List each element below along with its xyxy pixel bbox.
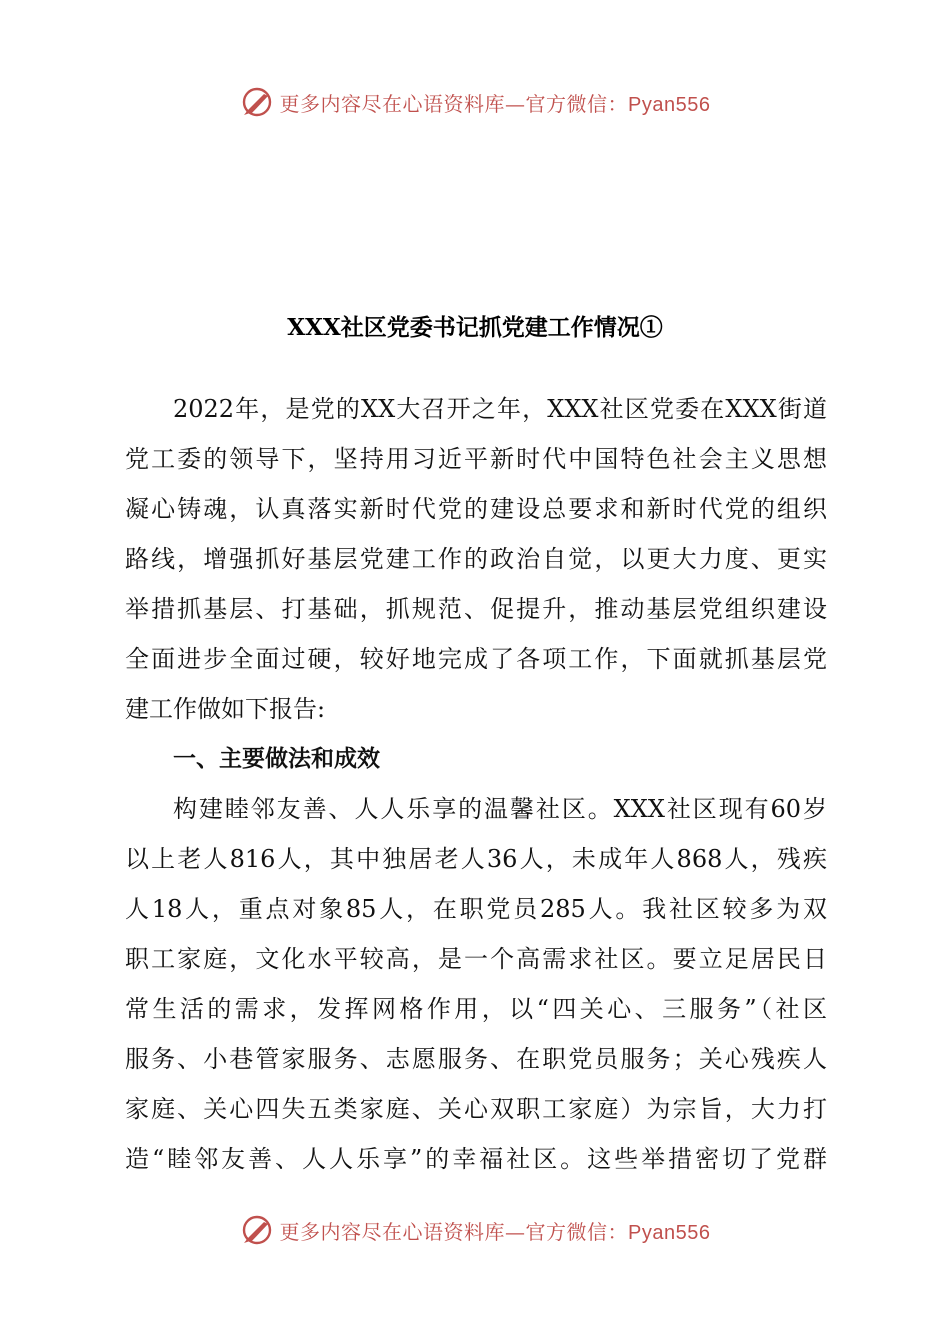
watermark-slogan: 更多内容尽在心语资料库	[279, 91, 506, 116]
section-heading: 一、主要做法和成效	[173, 746, 380, 772]
section-line: 构建睦邻友善、人人乐享的温馨社区。XXX社区现有60岁	[173, 795, 827, 823]
document-title: XXX社区党委书记抓党建工作情况①	[287, 314, 663, 341]
pen-circle-logo-icon	[240, 85, 274, 119]
intro-line: 建工作做如下报告:	[125, 695, 326, 723]
pen-circle-logo-icon	[240, 1213, 274, 1247]
footer-watermark	[0, 1210, 950, 1250]
section-line: 家庭、关心四失五类家庭、关心双职工家庭）为宗旨，大力打	[125, 1095, 827, 1123]
intro-line: 举措抓基层、打基础，抓规范、促提升，推动基层党组织建设	[125, 595, 827, 623]
section-line: 以上老人816人，其中独居老人36人，未成年人868人，残疾	[125, 845, 827, 873]
watermark-label: 官方微信：	[525, 1219, 629, 1244]
section-line: 造“睦邻友善、人人乐享”的幸福社区。这些举措密切了党群	[125, 1145, 827, 1173]
intro-line: 2022年，是党的XX大召开之年，XXX社区党委在XXX街道	[173, 395, 827, 423]
watermark-label: 官方微信：	[525, 91, 629, 116]
document-body	[125, 384, 827, 1184]
watermark-text	[280, 1216, 711, 1245]
section-line: 人18人，重点对象85人，在职党员285人。我社区较多为双	[125, 895, 827, 923]
intro-line: 路线，增强抓好基层党建工作的政治自觉，以更大力度、更实	[125, 545, 827, 573]
header-watermark	[0, 82, 950, 122]
watermark-separator: —	[505, 1219, 526, 1244]
intro-line: 党工委的领导下，坚持用习近平新时代中国特色社会主义思想	[125, 445, 827, 473]
watermark-slogan: 更多内容尽在心语资料库	[279, 1219, 506, 1244]
watermark-wechat-id: Pyan556	[628, 1221, 711, 1244]
section-line: 服务、小巷管家服务、志愿服务、在职党员服务；关心残疾人	[125, 1045, 827, 1073]
watermark-separator: —	[505, 91, 526, 116]
section-line: 常生活的需求，发挥网格作用，以“四关心、三服务”（社区	[125, 995, 827, 1023]
intro-line: 全面进步全面过硬，较好地完成了各项工作，下面就抓基层党	[125, 645, 827, 673]
watermark-text	[280, 88, 711, 117]
intro-line: 凝心铸魂，认真落实新时代党的建设总要求和新时代党的组织	[125, 495, 827, 523]
watermark-wechat-id: Pyan556	[628, 93, 711, 116]
section-line: 职工家庭，文化水平较高，是一个高需求社区。要立足居民日	[125, 945, 827, 973]
